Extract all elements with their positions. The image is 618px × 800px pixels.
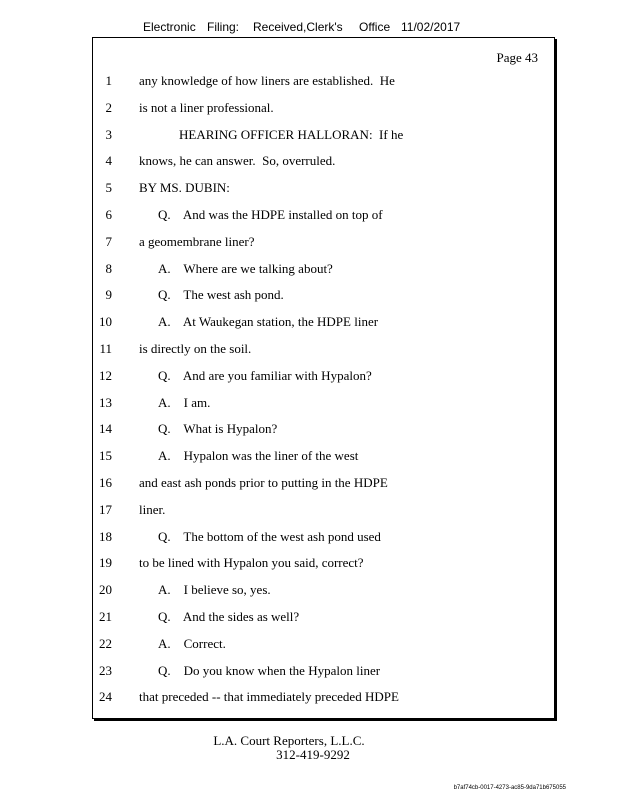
line-text: A. Where are we talking about? xyxy=(158,260,333,276)
stamp-filing: Filing: xyxy=(207,20,240,34)
line-number: 5 xyxy=(105,180,112,196)
line-text: a geomembrane liner? xyxy=(139,233,255,249)
page-number: Page 43 xyxy=(496,50,538,65)
line-number: 19 xyxy=(99,555,112,571)
document-hash: b7af74cb-0017-4273-ac85-9da71b675055 xyxy=(453,785,566,791)
line-number: 1 xyxy=(105,73,112,88)
line-text: is directly on the soil. xyxy=(139,341,252,356)
line-text: A. Correct. xyxy=(158,635,226,651)
line-number: 16 xyxy=(99,475,112,490)
line-text: Q. And was the HDPE installed on top of xyxy=(158,207,383,222)
line-number: 15 xyxy=(99,448,112,464)
line-number: 8 xyxy=(105,260,112,276)
line-number: 17 xyxy=(99,501,112,517)
stamp-office: Office xyxy=(359,20,391,34)
line-text: A. I believe so, yes. xyxy=(158,582,271,598)
line-number: 21 xyxy=(99,609,112,624)
reporter-phone: 312-419-9292 xyxy=(276,747,350,762)
line-text: Q. And are you familiar with Hypalon? xyxy=(158,367,372,383)
line-text: that preceded -- that immediately preceded HDPE xyxy=(139,689,399,705)
line-number: 24 xyxy=(99,689,112,705)
line-number: 13 xyxy=(99,394,112,410)
line-number: 14 xyxy=(99,421,112,437)
line-number: 10 xyxy=(99,314,112,330)
line-text: Q. The bottom of the west ash pond used xyxy=(158,528,381,544)
line-number: 6 xyxy=(105,207,112,222)
line-number: 3 xyxy=(105,126,112,142)
line-text: A. I am. xyxy=(158,394,211,410)
line-text: Q. Do you know when the Hypalon liner xyxy=(158,662,381,678)
stamp-date: 11/02/2017 xyxy=(401,20,461,34)
line-text: to be lined with Hypalon you said, correct? xyxy=(139,555,364,571)
line-text: Q. What is Hypalon? xyxy=(158,421,278,437)
line-text: is not a liner professional. xyxy=(139,99,274,115)
line-number: 12 xyxy=(99,367,112,383)
line-text: liner. xyxy=(139,501,166,517)
line-text: A. Hypalon was the liner of the west xyxy=(158,448,359,464)
line-number: 4 xyxy=(105,153,112,169)
line-number: 2 xyxy=(105,99,112,115)
line-number: 23 xyxy=(99,662,112,678)
line-number: 20 xyxy=(99,582,112,598)
line-text: BY MS. DUBIN: xyxy=(139,180,230,196)
line-text: any knowledge of how liners are established. He xyxy=(139,73,395,88)
reporter-company: L.A. Court Reporters, L.L.C. xyxy=(213,733,365,748)
line-number: 7 xyxy=(105,233,112,249)
line-text: Q. The west ash pond. xyxy=(158,287,284,303)
line-text: Q. And the sides as well? xyxy=(158,609,300,624)
line-text: A. At Waukegan station, the HDPE liner xyxy=(158,314,379,330)
line-text: HEARING OFFICER HALLORAN: If he xyxy=(179,126,404,142)
stamp-electronic: Electronic xyxy=(143,20,196,34)
line-number: 22 xyxy=(99,635,112,651)
line-text: knows, he can answer. So, overruled. xyxy=(139,153,336,169)
line-text: and east ash ponds prior to putting in the HDPE xyxy=(139,475,388,490)
line-number: 11 xyxy=(99,341,112,356)
line-number: 9 xyxy=(105,287,112,303)
filing-stamp xyxy=(143,20,460,34)
stamp-received: Received,Clerk's xyxy=(253,20,343,34)
line-number: 18 xyxy=(99,528,112,544)
